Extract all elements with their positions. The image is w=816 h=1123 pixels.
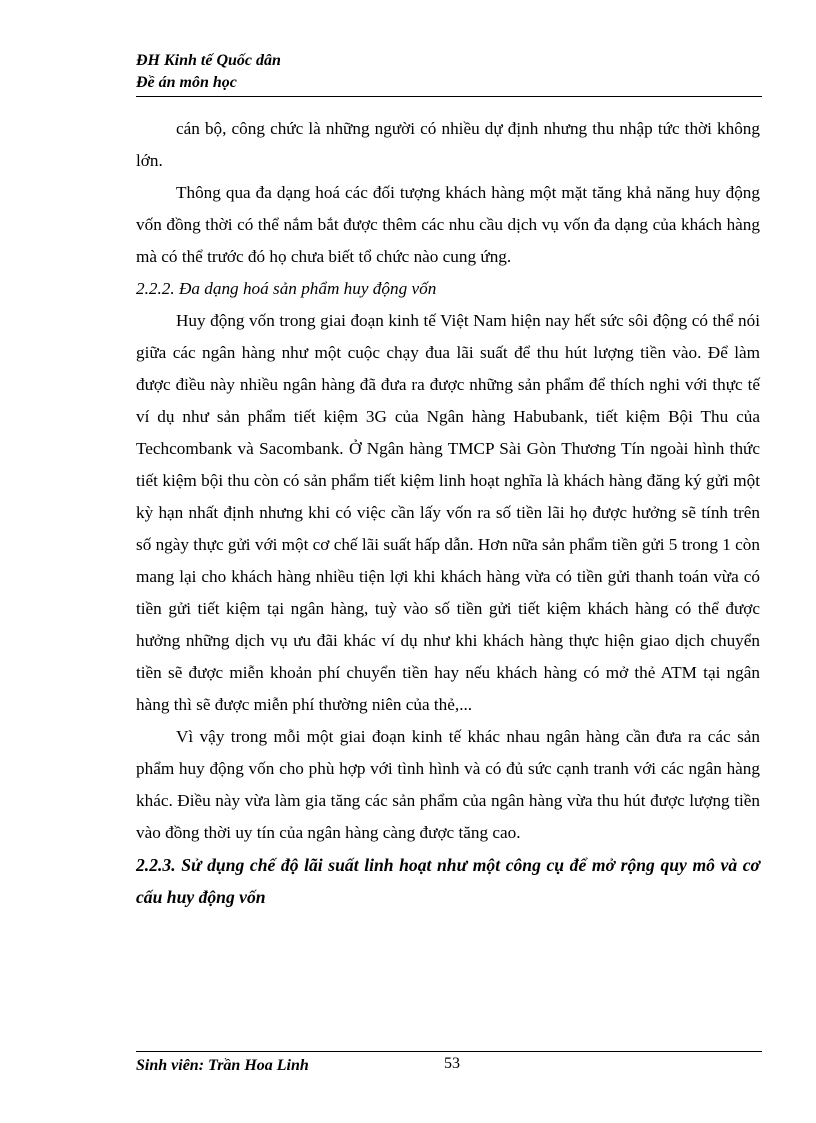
document-body (136, 113, 760, 913)
page-number: 53 (444, 1055, 460, 1072)
paragraph-continued: cán bộ, công chức là những người có nhiều dự định nhưng thu nhập tức thời không lớn. (136, 119, 760, 170)
header-rule (136, 96, 762, 97)
paragraph: Huy động vốn trong giai đoạn kinh tế Việt Nam hiện nay hết sức sôi động có thể nói giữa các ngân hàng như một cuộc chạy đua lãi suất để thu hút lượng tiền vào. Để làm được điều này nhiều ngân hàng đã đưa ra được những sản phẩm để thích nghi với thực tế ví dụ như sản phẩm tiết kiệm 3G của Ngân hàng Habubank, tiết kiệm Bội Thu của Techcombank và Sacombank. Ở Ngân hàng TMCP Sài Gòn Thương Tín ngoài hình thức tiết kiệm bội thu còn có sản phẩm tiết kiệm linh hoạt nghĩa là khách hàng đăng ký gửi một kỳ hạn nhất định nhưng khi có việc cần lấy vốn ra số tiền lãi họ được hưởng sẽ tính trên số ngày thực gửi với một cơ chế lãi suất hấp dẫn. Hơn nữa sản phẩm tiền gửi 5 trong 1 còn mang lại cho khách hàng nhiều tiện lợi khi khách hàng vừa có tiền gửi thanh toán vừa có tiền gửi tiết kiệm tại ngân hàng, tuỳ vào số tiền gửi tiết kiệm khách hàng có thể được hưởng những dịch vụ ưu đãi khác ví dụ như khi khách hàng thực hiện giao dịch chuyển tiền sẽ được miễn khoản phí chuyển tiền hay nếu khách hàng có mở thẻ ATM tại ngân hàng thì sẽ được miễn phí thường niên của thẻ,... (136, 311, 760, 714)
footer-rule (136, 1051, 762, 1052)
section-heading-2-2-2: 2.2.2. Đa dạng hoá sản phẩm huy động vốn (136, 279, 437, 298)
footer-student: Sinh viên: Trần Hoa Linh (136, 1057, 309, 1074)
section-heading-2-2-3: 2.2.3. Sử dụng chế độ lãi suất linh hoạt như một công cụ để mở rộng quy mô và cơ cấu huy động vốn (136, 855, 760, 907)
paragraph: Thông qua đa dạng hoá các đối tượng khách hàng một mặt tăng khả năng huy động vốn đồng thời có thể nắm bắt được thêm các nhu cầu dịch vụ vốn đa dạng của khách hàng mà có thể trước đó họ chưa biết tổ chức nào cung ứng. (136, 183, 760, 266)
page-header (136, 50, 760, 94)
header-university: ĐH Kinh tế Quốc dân (136, 52, 281, 69)
paragraph: Vì vậy trong mỗi một giai đoạn kinh tế khác nhau ngân hàng cần đưa ra các sản phẩm huy động vốn cho phù hợp với tình hình và có đủ sức cạnh tranh với các ngân hàng khác. Điều này vừa làm gia tăng các sản phẩm của ngân hàng vừa thu hút được lượng tiền vào đồng thời uy tín của ngân hàng càng được tăng cao. (136, 727, 760, 842)
header-document-type: Đề án môn học (136, 74, 237, 91)
